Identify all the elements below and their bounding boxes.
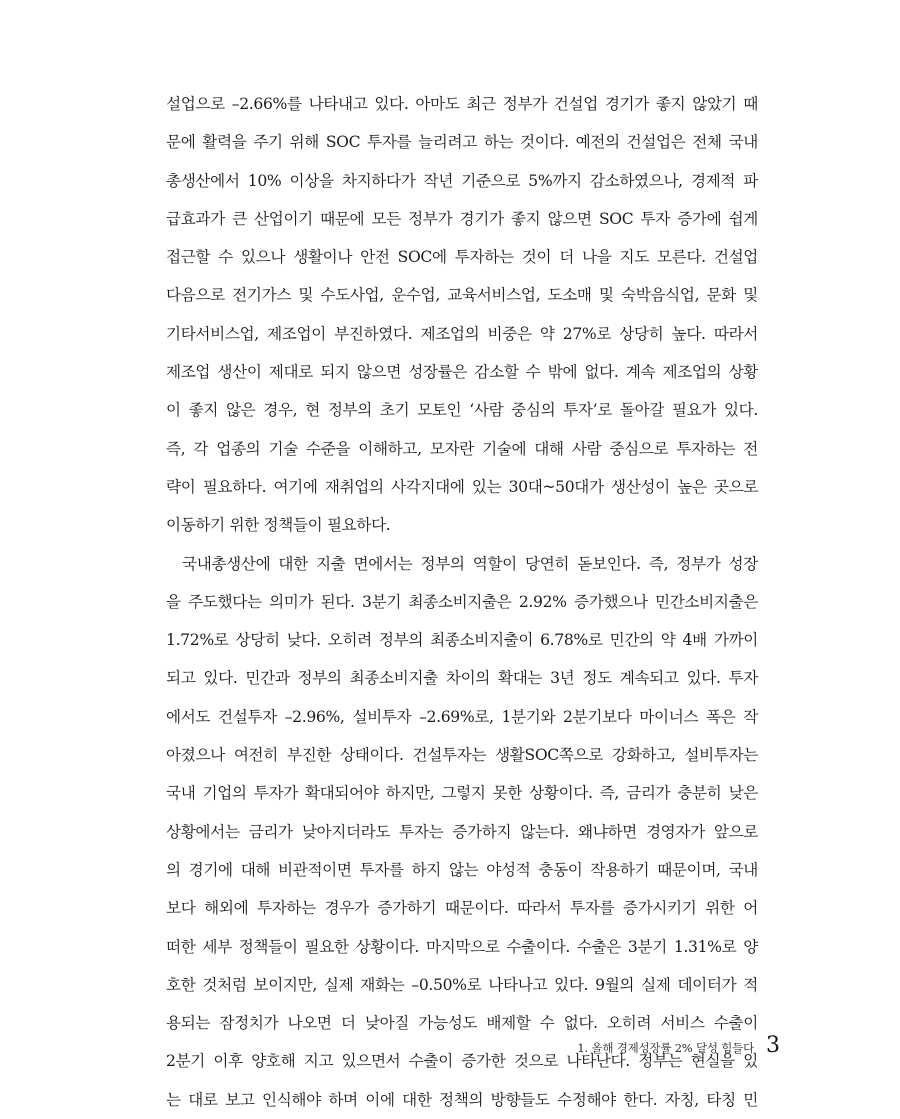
text-line: 되고 있다. 민간과 정부의 최종소비지출 차이의 확대는 3년 정도 계속되고 있다. 투자 [166,669,758,688]
text-line: 문에 활력을 주기 위해 SOC 투자를 늘리려고 하는 것이다. 예전의 건설업은 전체 국내 [166,133,758,152]
text-line: 국내총생산에 대한 지출 면에서는 정부의 역할이 당연히 돋보인다. 즉, 정부가 성장 [182,554,758,573]
page-footer [577,1033,780,1058]
running-title: 1. 올해 경제성장률 2% 달성 힘들다 [577,1041,754,1055]
text-line: 용되는 잠정치가 나오면 더 낮아질 가능성도 배제할 수 없다. 오히려 서비스 수출이 [166,1014,758,1033]
text-line: 총생산에서 10% 이상을 차지하다가 작년 기준으로 5%까지 감소하였으나, 경제적 파 [166,171,758,190]
text-line: 략이 필요하다. 여기에 재취업의 사각지대에 있는 30대~50대가 생산성이 높은 곳으로 [166,477,758,496]
text-line: 아졌으나 여전히 부진한 상태이다. 건설투자는 생활SOC쪽으로 강화하고, 설비투자는 [166,746,758,765]
text-line: 의 경기에 대해 비관적이면 투자를 하지 않는 야성적 충동이 작용하기 때문이며, 국내 [166,860,758,879]
text-line: 국내 기업의 투자가 확대되어야 하지만, 그렇지 못한 상황이다. 즉, 금리가 충분히 낮은 [166,784,758,803]
page-number: 3 [766,1033,780,1058]
body-text [166,85,758,1119]
text-line: 는 대로 보고 인식해야 하며 이에 대한 정책의 방향들도 수정해야 한다. 자칭, 타칭 민 [166,1090,758,1109]
text-line: 이 좋지 않은 경우, 현 정부의 초기 모토인 ‘사람 중심의 투자’로 돌아갈 필요가 있다. [166,401,758,420]
text-line: 접근할 수 있으나 생활이나 안전 SOC에 투자하는 것이 더 나을 지도 모른다. 건설업 [166,248,758,267]
text-line: 즉, 각 업종의 기술 수준을 이해하고, 모자란 기술에 대해 사람 중심으로 투자하는 전 [166,439,758,458]
text-line: 급효과가 큰 산업이기 때문에 모든 정부가 경기가 좋지 않으면 SOC 투자 증가에 쉽게 [166,209,758,228]
text-line: 2분기 이후 양호해 지고 있으면서 수출이 증가한 것으로 나타난다. 정부는 현실을 있 [166,1052,758,1071]
text-line: 보다 해외에 투자하는 경우가 증가하기 때문이다. 따라서 투자를 증가시키기 위한 어 [166,899,758,918]
text-line: 설업으로 –2.66%를 나타내고 있다. 아마도 최근 정부가 건설업 경기가 좋지 않았기 때 [166,95,758,113]
text-line: 1.72%로 상당히 낮다. 오히려 정부의 최종소비지출이 6.78%로 민간의 약 4배 가까이 [166,631,758,650]
text-line: 호한 것처럼 보이지만, 실제 재화는 –0.50%로 나타나고 있다. 9월의 실제 데이터가 적 [166,975,758,994]
text-line: 이동하기 위한 정책들이 필요하다. [166,516,391,535]
text-line: 기타서비스업, 제조업이 부진하였다. 제조업의 비중은 약 27%로 상당히 높다. 따라서 [166,324,758,343]
text-line: 에서도 건설투자 –2.96%, 설비투자 –2.69%로, 1분기와 2분기보다 마이너스 폭은 작 [166,707,758,726]
text-line: 제조업 생산이 제대로 되지 않으면 성장률은 감소할 수 밖에 없다. 계속 제조업의 상황 [166,363,758,382]
text-line: 떠한 세부 정책들이 필요한 상황이다. 마지막으로 수출이다. 수출은 3분기 1.31%로 양 [166,937,758,956]
text-line: 상황에서는 금리가 낮아지더라도 투자는 증가하지 않는다. 왜냐하면 경영자가 앞으로 [166,822,758,841]
text-line: 을 주도했다는 의미가 된다. 3분기 최종소비지출은 2.92% 증가했으나 민간소비지출은 [166,592,758,611]
text-line: 다음으로 전기가스 및 수도사업, 운수업, 교육서비스업, 도소매 및 숙박음식업, 문화 및 [166,286,758,305]
paragraph-1 [166,85,758,545]
